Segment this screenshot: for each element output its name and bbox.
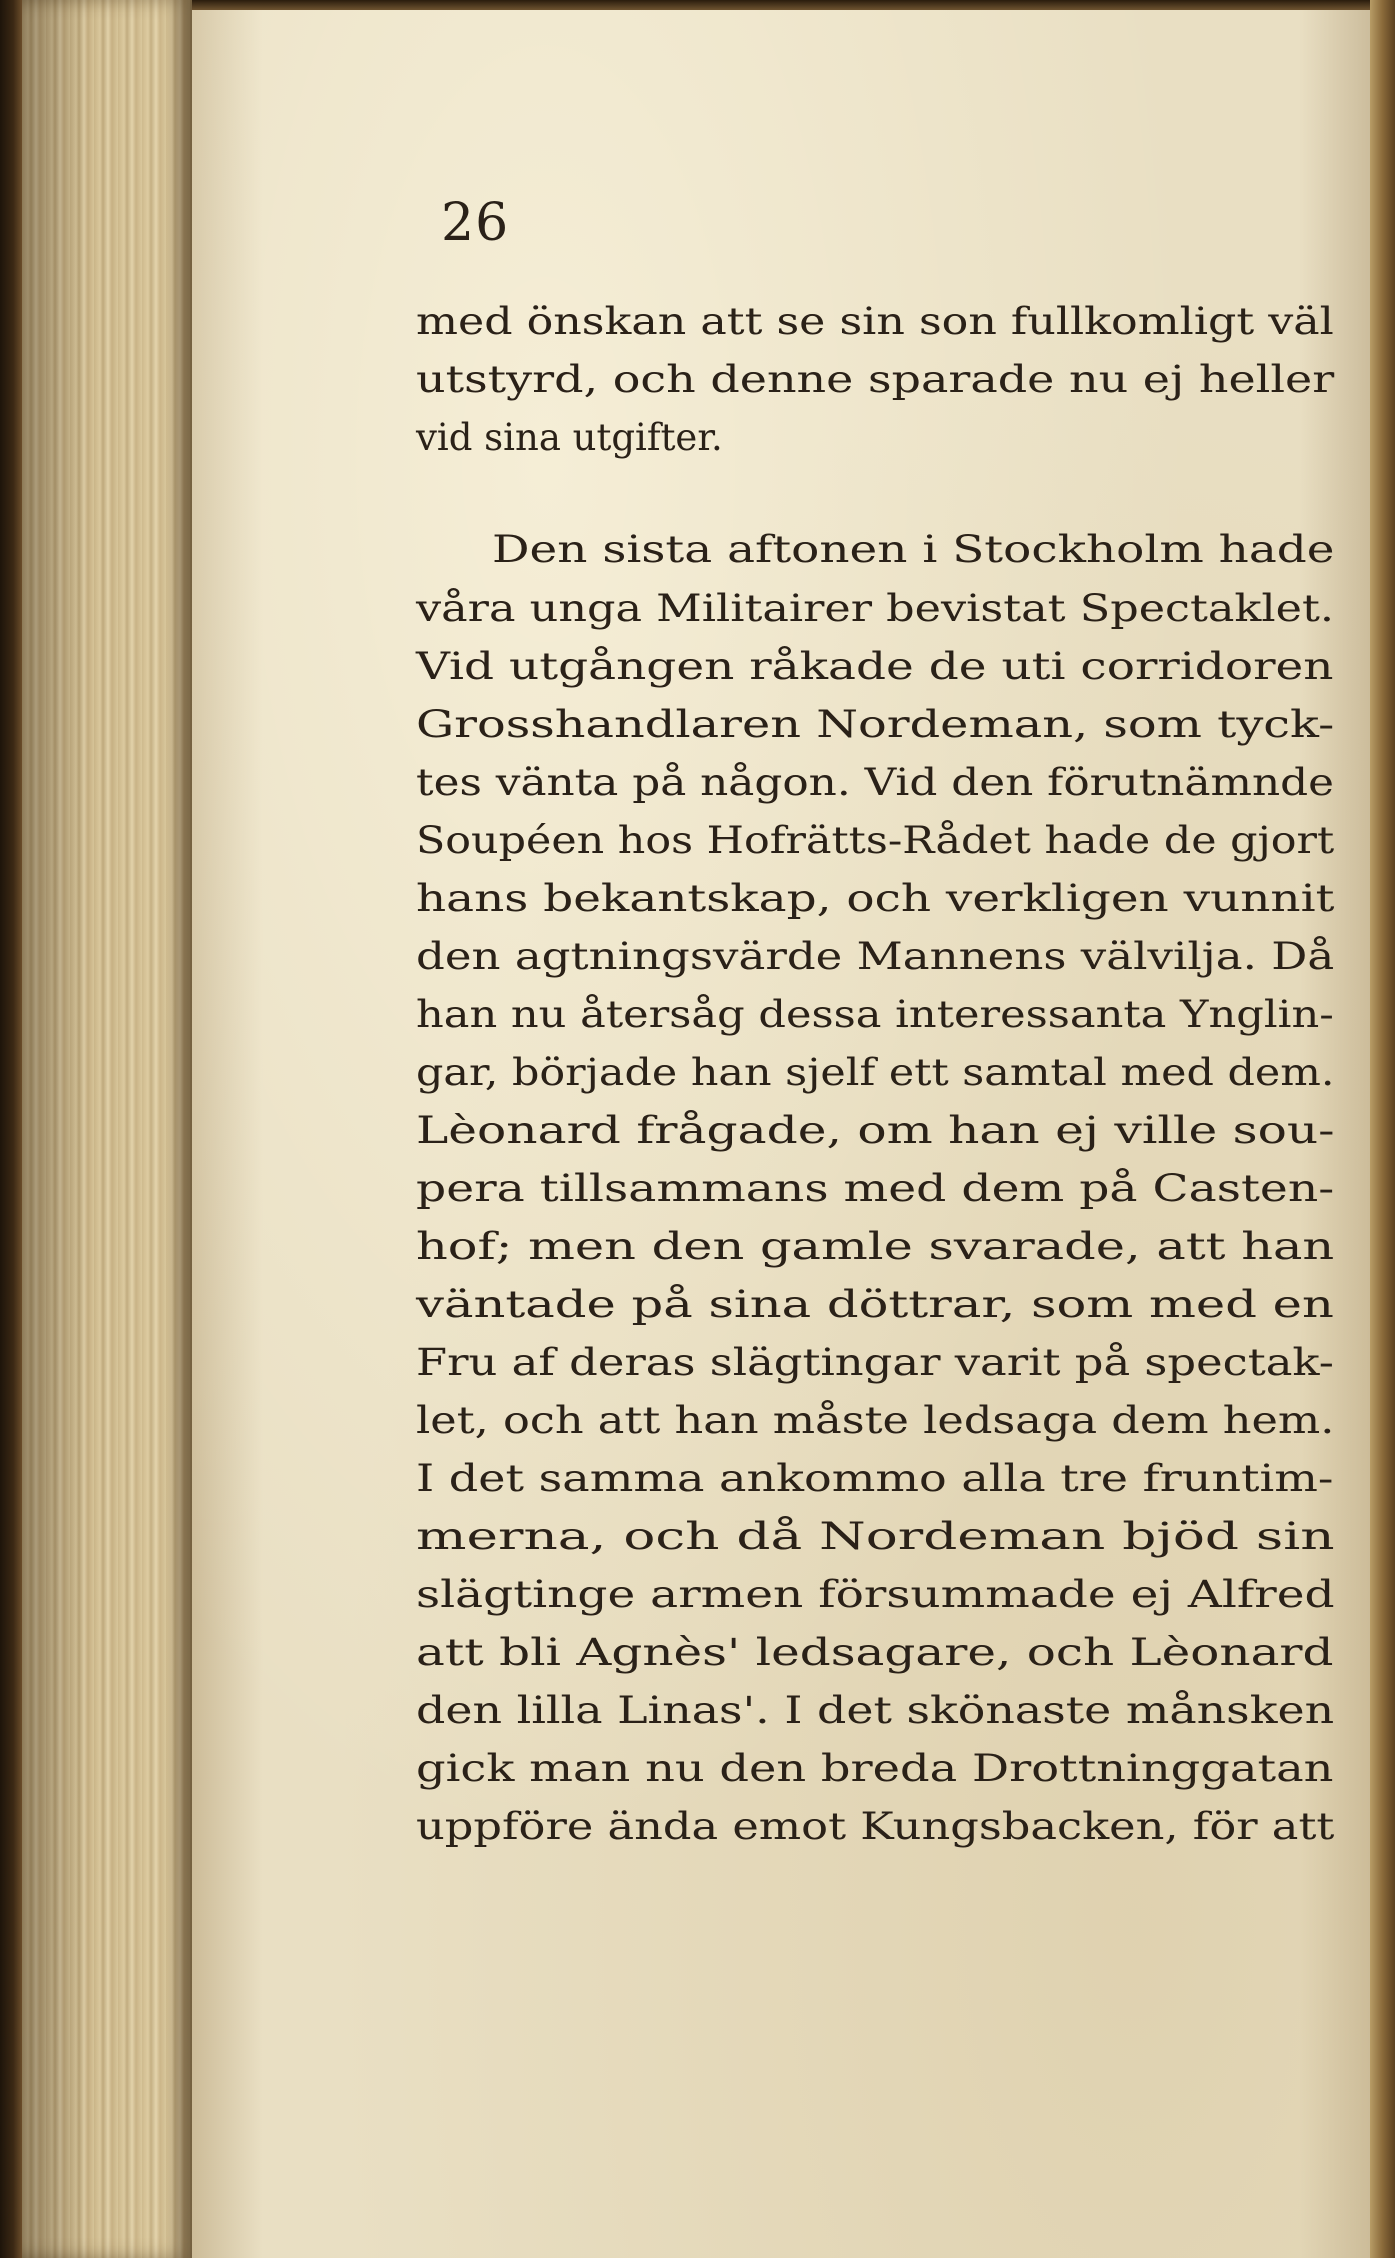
- text-line: att bli Agnès' ledsagare, och Lèonard: [416, 1631, 1334, 1674]
- text-line: den agtningsvärde Mannens välvilja. Då: [416, 935, 1335, 978]
- text-line: slägtinge armen försummade ej Alfred: [416, 1573, 1335, 1616]
- text-line: Grosshandlaren Nordeman, som tyck-: [416, 703, 1335, 746]
- text-line: I det samma ankommo alla tre fruntim-: [416, 1457, 1334, 1500]
- right-book-edge: [1370, 0, 1395, 2258]
- text-line: hans bekantskap, och verkligen vunnit: [416, 877, 1335, 920]
- text-line: Den sista aftonen i Stockholm hade: [492, 528, 1335, 571]
- text-line: Fru af deras slägtingar varit på spectak-: [416, 1341, 1334, 1384]
- text-line: tes vänta på någon. Vid den förutnämnde: [416, 761, 1334, 804]
- text-line: Vid utgången råkade de uti corridoren: [416, 645, 1334, 688]
- text-line: Soupéen hos Hofrätts-Rådet hade de gjort: [416, 819, 1335, 862]
- text-line: han nu återsåg dessa interessanta Ynglin-: [416, 993, 1334, 1036]
- text-line: hof; men den gamle svarade, att han: [416, 1225, 1335, 1268]
- text-line: Lèonard frågade, om han ej ville sou-: [416, 1109, 1335, 1152]
- text-line: vid sina utgifter.: [416, 416, 723, 459]
- book-binding: [0, 0, 22, 2258]
- text-line: gar, började han sjelf ett samtal med dem.: [416, 1051, 1335, 1094]
- text-line: utstyrd, och denne sparade nu ej heller: [416, 358, 1335, 401]
- text-line: våra unga Militairer bevistat Spectaklet.: [416, 587, 1335, 630]
- text-line: uppföre ända emot Kungsbacken, för att: [416, 1805, 1335, 1848]
- text-line: den lilla Linas'. I det skönaste månsken: [416, 1689, 1335, 1732]
- text-line: let, och att han måste ledsaga dem hem.: [416, 1399, 1335, 1442]
- text-line: gick man nu den breda Drottninggatan: [416, 1747, 1334, 1790]
- top-edge: [192, 0, 1395, 10]
- text-line: pera tillsammans med dem på Casten-: [416, 1167, 1335, 1210]
- text-line: väntade på sina döttrar, som med en: [416, 1283, 1334, 1326]
- page-number: 26: [441, 193, 510, 253]
- page-edges-shadow: [22, 0, 192, 2258]
- text-line: merna, och då Nordeman bjöd sin: [416, 1515, 1335, 1558]
- body-text: [416, 300, 1336, 1860]
- text-line: med önskan att se sin son fullkomligt väl: [416, 300, 1334, 343]
